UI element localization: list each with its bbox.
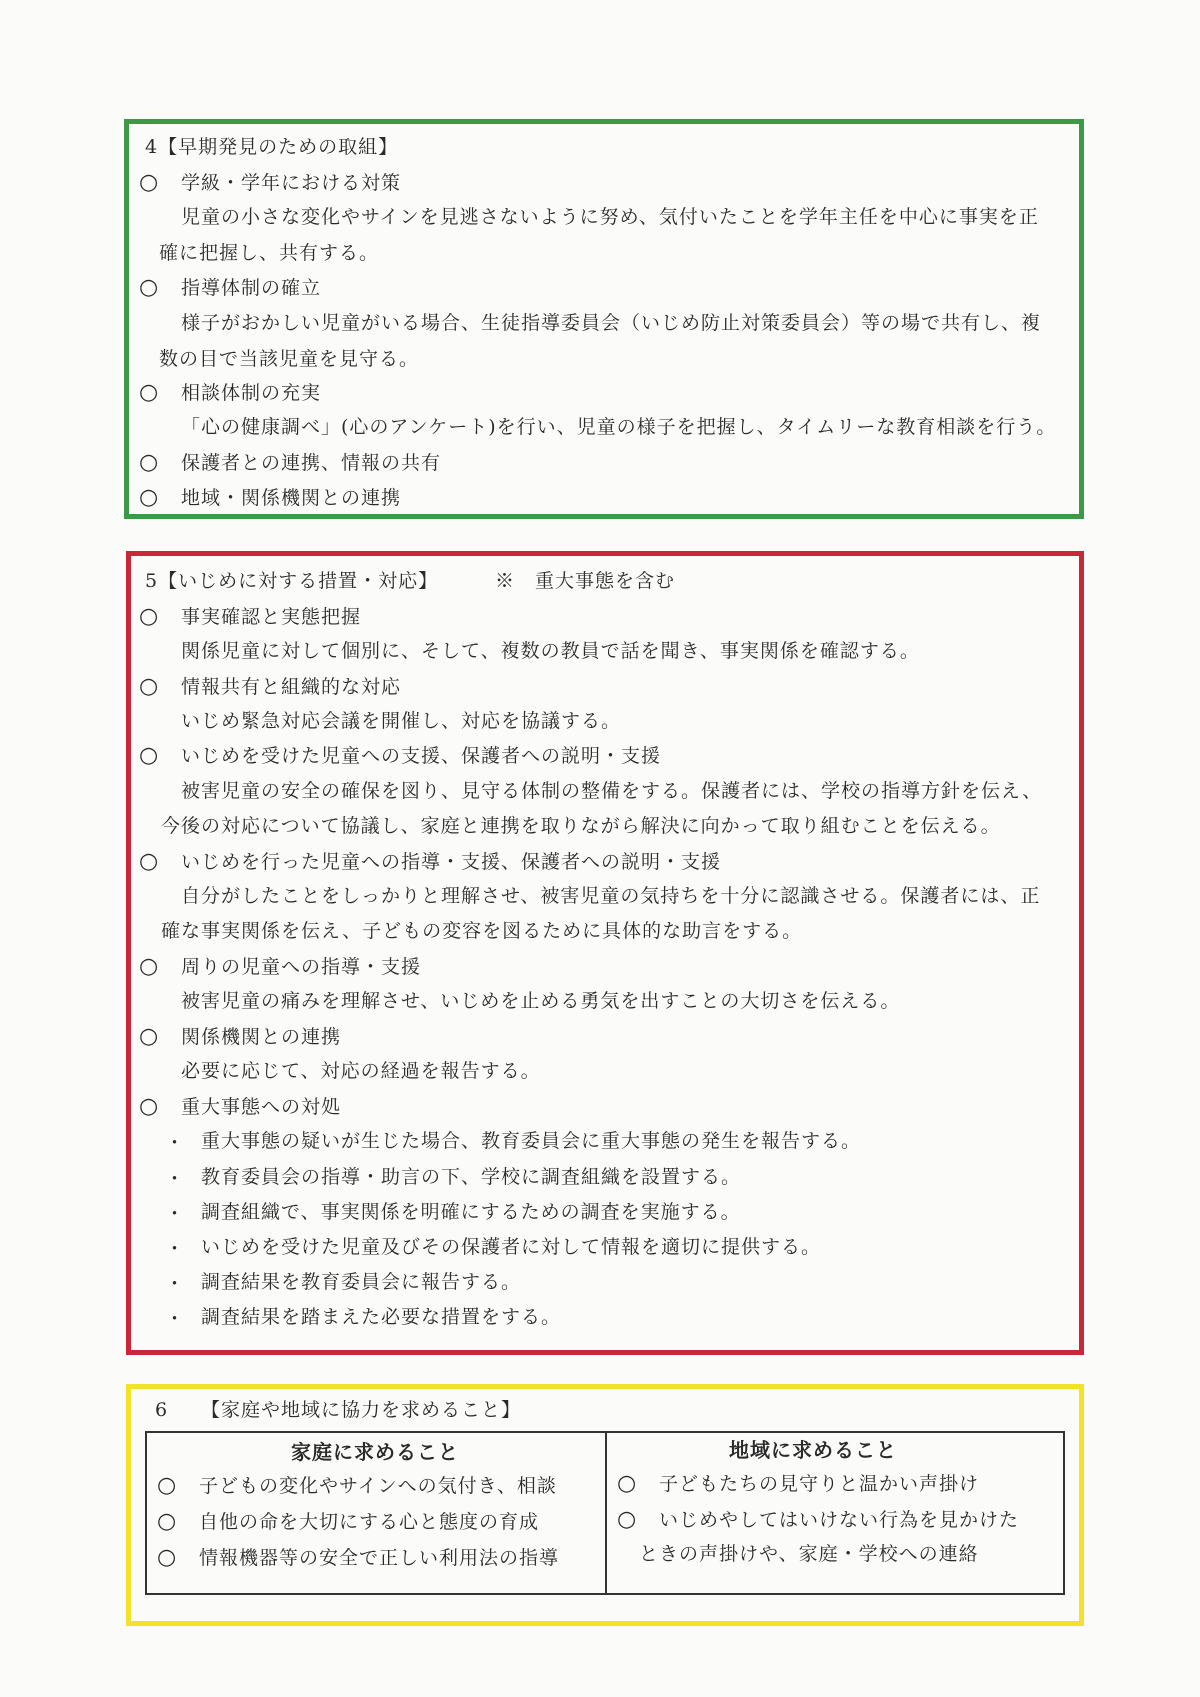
cooperation-table <box>145 1431 1065 1595</box>
section-4-heading: 4【早期発見のための取組】 <box>145 136 399 158</box>
bullet-icon: ・ <box>165 1132 185 1154</box>
circle-icon: ○ <box>139 849 159 874</box>
item-text: 「心の健康調べ」(心のアンケート)を行い、児童の様子を把握し、タイムリーな教育相談を行う。 <box>181 416 1057 438</box>
bullet-text: いじめを受けた児童及びその保護者に対して情報を適切に提供する。 <box>201 1236 822 1258</box>
circle-icon: ○ <box>139 170 159 195</box>
circle-icon: ○ <box>139 1094 159 1119</box>
section-6-number: 6 <box>155 1399 169 1421</box>
bullet-icon: ・ <box>165 1273 185 1295</box>
community-item: 子どもたちの見守りと温かい声掛け <box>659 1473 980 1495</box>
item-text: 様子がおかしい児童がいる場合、生徒指導委員会（いじめ防止対策委員会）等の場で共有し、複 <box>181 312 1042 334</box>
circle-icon: ○ <box>139 275 159 300</box>
circle-icon: ○ <box>157 1509 177 1534</box>
bullet-icon: ・ <box>165 1238 185 1260</box>
bullet-icon: ・ <box>165 1168 185 1190</box>
bullet-text: 調査結果を教育委員会に報告する。 <box>201 1271 522 1293</box>
bullet-text: 教育委員会の指導・助言の下、学校に調査組織を設置する。 <box>201 1166 742 1188</box>
item-title: 保護者との連携、情報の共有 <box>181 452 442 474</box>
item-text: 被害児童の痛みを理解させ、いじめを止める勇気を出すことの大切さを伝える。 <box>181 990 901 1012</box>
community-column-title: 地域に求めること <box>729 1438 897 1462</box>
item-title: 情報共有と組織的な対応 <box>181 676 402 698</box>
table-divider <box>605 1433 607 1593</box>
bullet-text: 重大事態の疑いが生じた場合、教育委員会に重大事態の発生を報告する。 <box>201 1130 862 1152</box>
item-text: 確な事実関係を伝え、子どもの変容を図るために具体的な助言をする。 <box>161 920 803 942</box>
section-4-early-detection <box>124 119 1084 519</box>
bullet-text: 調査結果を踏まえた必要な措置をする。 <box>201 1306 562 1328</box>
item-title: 地域・関係機関との連携 <box>181 487 402 509</box>
section-5-note: ※ 重大事態を含む <box>495 570 676 592</box>
circle-icon: ○ <box>139 1024 159 1049</box>
home-item: 自他の命を大切にする心と態度の育成 <box>199 1511 540 1533</box>
circle-icon: ○ <box>139 954 159 979</box>
circle-icon: ○ <box>139 604 159 629</box>
item-text: 児童の小さな変化やサインを見逃さないように努め、気付いたことを学年主任を中心に事実を正 <box>181 206 1039 228</box>
item-title: 関係機関との連携 <box>181 1026 342 1048</box>
home-column-title: 家庭に求めること <box>291 1440 459 1464</box>
circle-icon: ○ <box>617 1507 637 1532</box>
item-title: 指導体制の確立 <box>181 277 322 299</box>
bullet-icon: ・ <box>165 1308 185 1330</box>
item-title: 重大事態への対処 <box>181 1096 342 1118</box>
item-text: 数の目で当該児童を見守る。 <box>159 348 420 370</box>
circle-icon: ○ <box>617 1471 637 1496</box>
item-title: いじめを行った児童への指導・支援、保護者への説明・支援 <box>181 851 722 873</box>
section-6-cooperation <box>126 1384 1084 1626</box>
item-text: 被害児童の安全の確保を図り、見守る体制の整備をする。保護者には、学校の指導方針を伝え、 <box>181 780 1043 802</box>
item-text: 関係児童に対して個別に、そして、複数の教員で話を聞き、事実関係を確認する。 <box>181 640 920 662</box>
home-item: 子どもの変化やサインへの気付き、相談 <box>199 1475 557 1497</box>
bullet-icon: ・ <box>165 1203 185 1225</box>
bullet-text: 調査組織で、事実関係を明確にするための調査を実施する。 <box>201 1201 741 1223</box>
home-item: 情報機器等の安全で正しい利用法の指導 <box>199 1547 560 1569</box>
circle-icon: ○ <box>139 450 159 475</box>
item-title: いじめを受けた児童への支援、保護者への説明・支援 <box>181 745 662 767</box>
circle-icon: ○ <box>157 1545 177 1570</box>
item-text: 必要に応じて、対応の経過を報告する。 <box>181 1060 541 1082</box>
circle-icon: ○ <box>139 674 159 699</box>
community-item: いじめやしてはいけない行為を見かけた <box>659 1509 1020 1531</box>
item-title: 学級・学年における対策 <box>181 172 402 194</box>
section-6-heading: 【家庭や地域に協力を求めること】 <box>201 1399 522 1421</box>
item-title: 事実確認と実態把握 <box>181 606 362 628</box>
circle-icon: ○ <box>139 380 159 405</box>
section-5-heading: 5【いじめに対する措置・対応】 <box>145 570 439 592</box>
circle-icon: ○ <box>139 485 159 510</box>
item-title: 相談体制の充実 <box>181 382 322 404</box>
circle-icon: ○ <box>139 743 159 768</box>
item-text: 確に把握し、共有する。 <box>159 242 380 264</box>
section-5-bullying-response <box>126 551 1084 1355</box>
item-text: 自分がしたことをしっかりと理解させ、被害児童の気持ちを十分に認識させる。保護者には、正 <box>181 885 1041 907</box>
community-item-continuation: ときの声掛けや、家庭・学校への連絡 <box>639 1543 979 1565</box>
item-text: 今後の対応について協議し、家庭と連携を取りながら解決に向かって取り組むことを伝える。 <box>161 815 1001 837</box>
item-title: 周りの児童への指導・支援 <box>181 956 422 978</box>
item-text: いじめ緊急対応会議を開催し、対応を協議する。 <box>181 710 622 732</box>
circle-icon: ○ <box>157 1473 177 1498</box>
